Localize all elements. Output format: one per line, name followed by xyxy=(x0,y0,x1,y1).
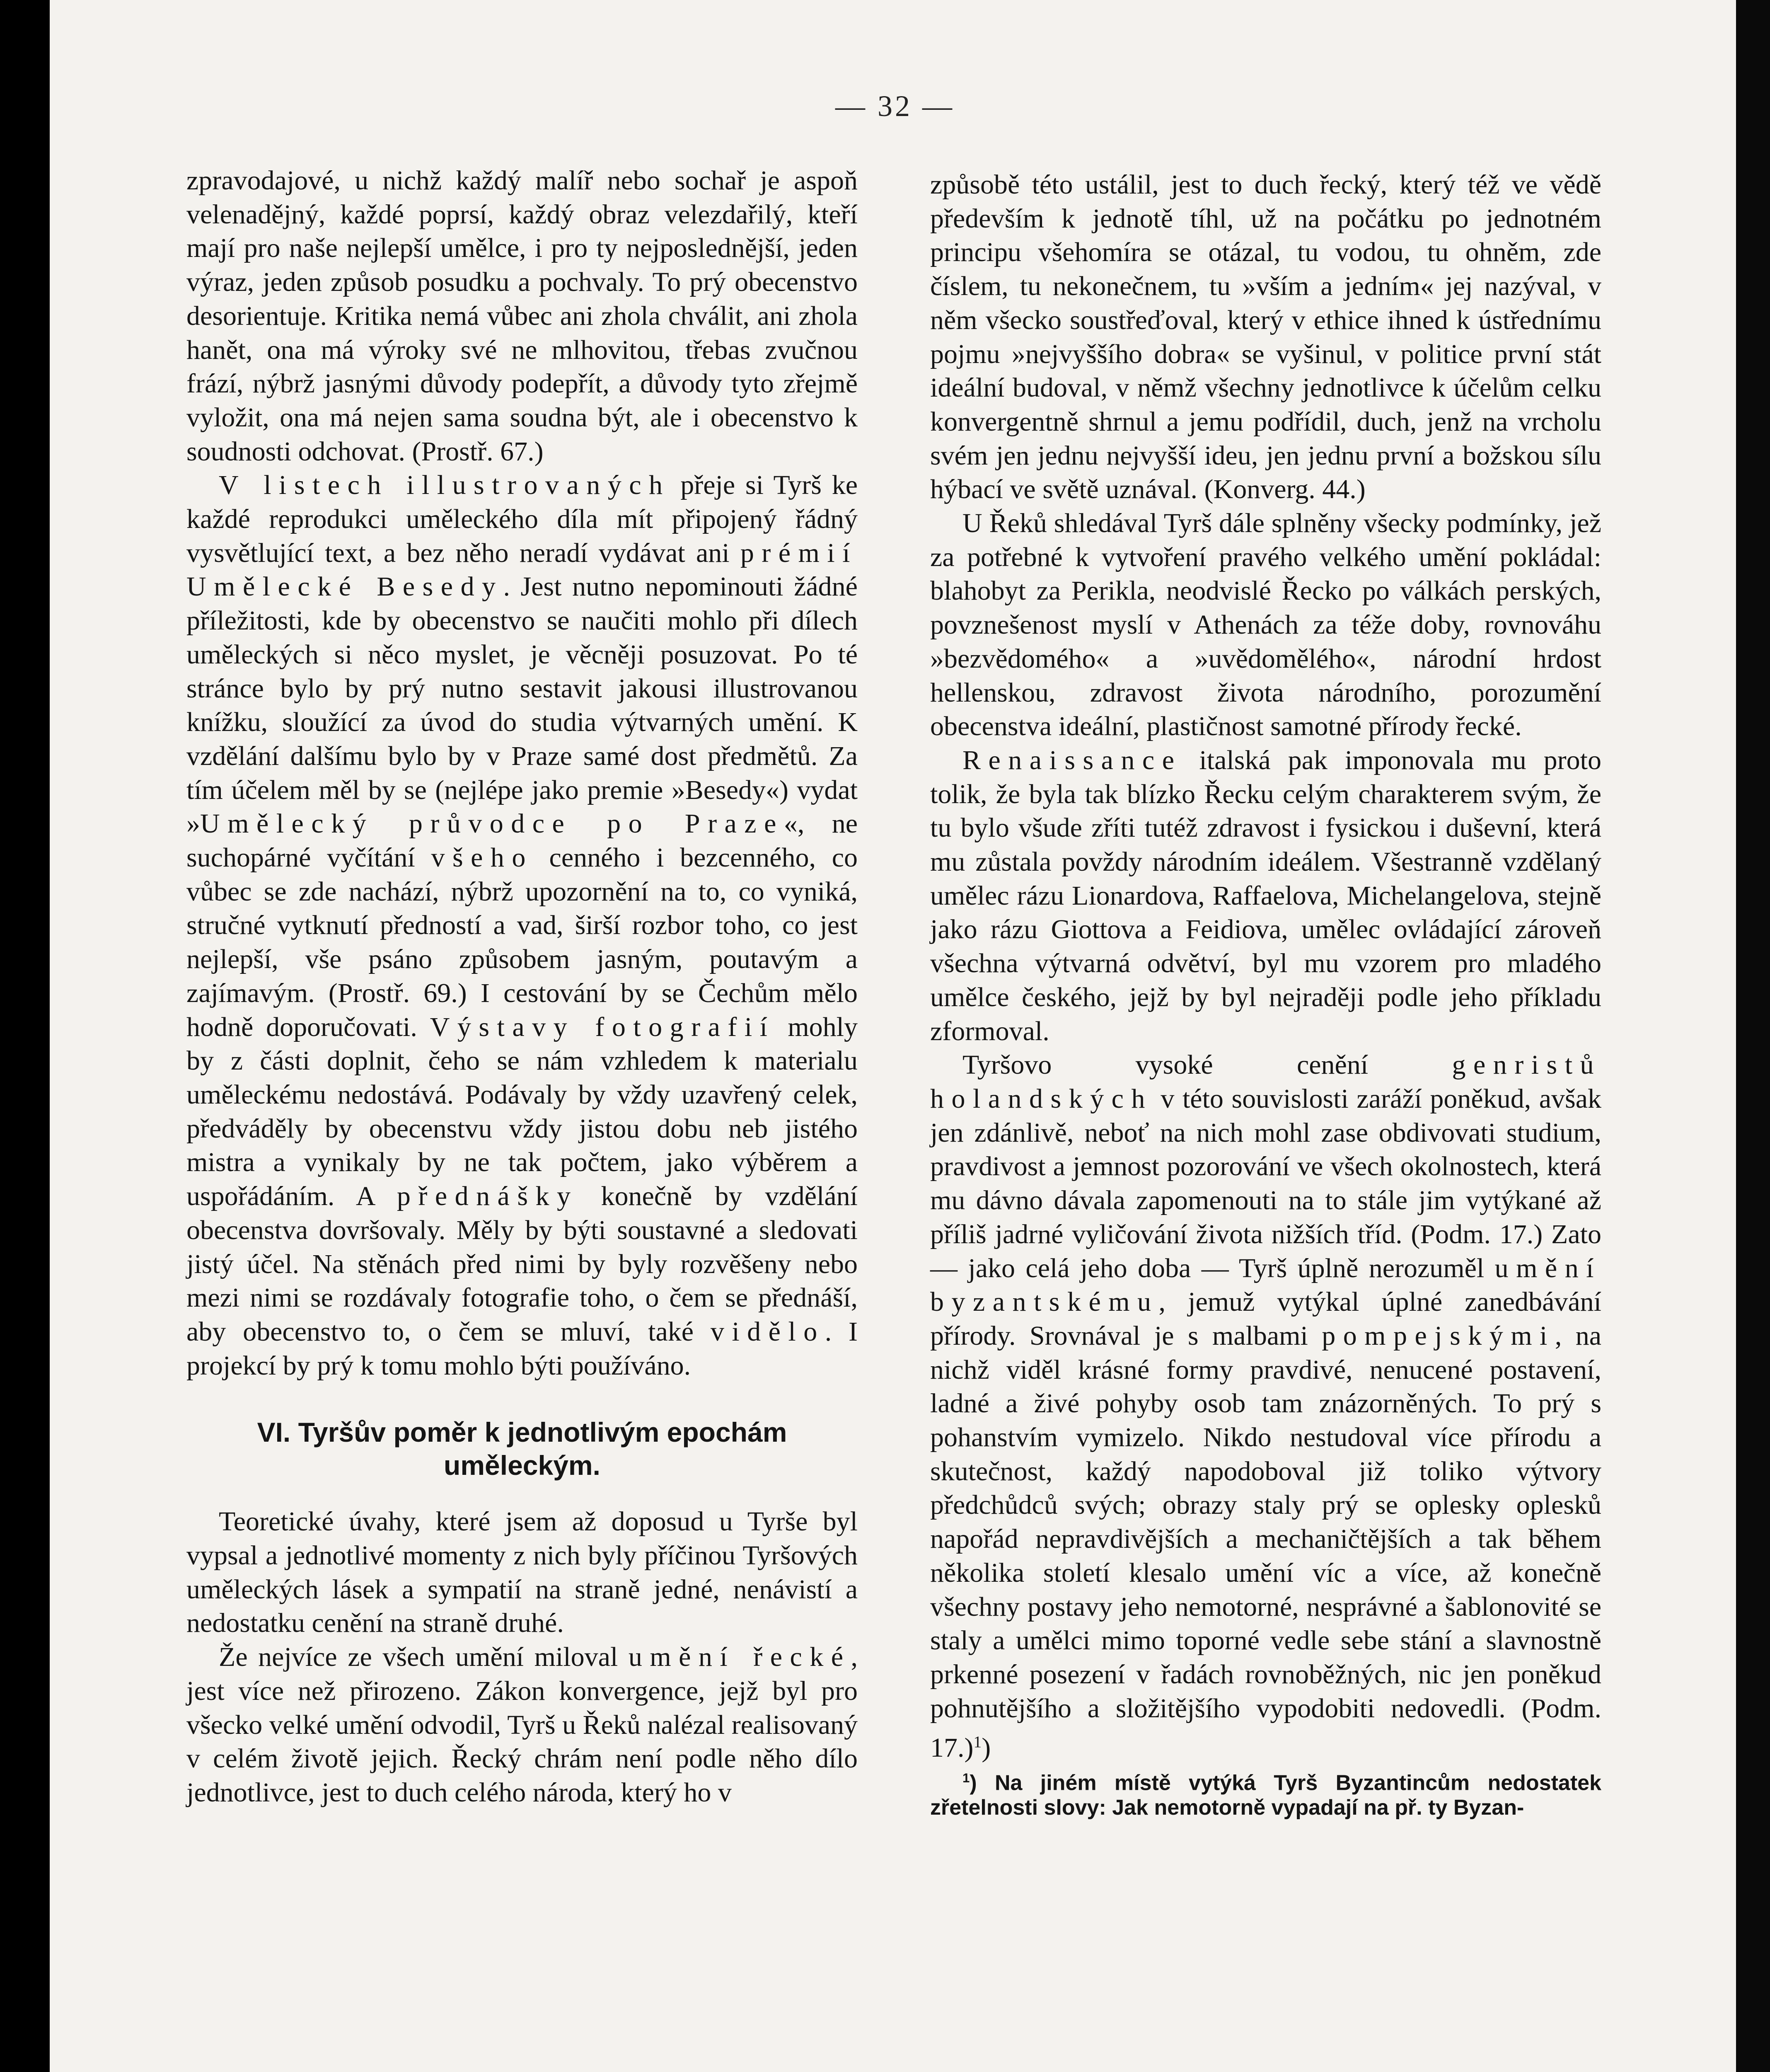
paragraph: způsobě této ustálil, jest to duch řecký, který též ve vědě především k jednotě tíhl, už na počátku po jednotném principu všehomíra se otázal, tu vodou, tu ohněm, zde číslem, tu nekonečnem, tu »vším a jedním« jej nazýval, v něm všecko soustřeďoval, který v ethice ihned k ústřednímu pojmu »nejvyššího dobra« se vyšinul, v politice první stát ideální budoval, v němž všechny jednotlivce k účelům celku konvergentně shrnul a jemu podřídil, duch, jenž na vrcholu svém jen jednu nejvyšší ideu, jen jednu první a božskou sílu hýbací ve světě uznával. (Konverg. 44.) xyxy=(930,169,1601,505)
emphasis: Výstavy fotografií xyxy=(430,1012,775,1042)
footnote-reference[interactable]: 1 xyxy=(973,1733,982,1751)
text-run: přeje si Tyrš ke každé reprodukci uměleckého díla mít připojený řádný vysvětlující text, a bez něho neradí vydávat ani xyxy=(186,470,858,568)
paragraph xyxy=(186,468,858,1382)
text-run: Tyršovo vysoké cenění xyxy=(962,1050,1452,1080)
footnote-mark: 1 xyxy=(962,1771,970,1786)
right-column xyxy=(930,168,1601,1820)
text-run: . Jest nutno nepominouti žádné příležitosti, kde by obecenstvo se naučiti mohlo při dílech uměleckých si něco myslet, je věcněji posuzovat. Po té stránce bylo by prý nutno sestavit jakousi illustrovanou knížku, sloužící za úvod do studia výtvarných umění. K vzdělání dalšímu bylo by v Praze samé dost předmětů. Za tím účelem měl by se (nejlépe jako premie »Besedy«) vydat » xyxy=(186,571,858,839)
left-column xyxy=(186,164,858,1810)
text-run: , jemuž vytýkal úplné zanedbávání přírody. Srovnával je s malbami xyxy=(930,1287,1601,1351)
scan-border xyxy=(1736,0,1770,2072)
paragraph: Tyršovo vysoké cenění genristů holandských v této souvislosti zaráží poněkud, avšak jen zdánlivě, neboť na nich mohl zase obdivovati studium, pravdivost a jemnost pozorování ve všech okolnostech, která mu dávno dávala zapomenouti na to stále jim vytýkané až příliš jadrné vyličování života nižších tříd. (Podm. 17.) Zato — jako celá jeho doba — Tyrš úplně nerozuměl umění byzantskému, jemuž vytýkal úplné zanedbávání přírody. Srovnával je s malbami pompejskými, na nichž viděl krásné formy pravdivé, nenucené postavení, ladné a živé pohyby osob tam znázorněných. To prý s pohanstvím vymizelo. Nikdo nestudoval více přírodu a skutečnost, každý napodoboval již toliko výtvory předchůdců svých; obrazy staly prý se oplesky oplesků napořád nepravdivějších a mechaničtějších a tak během několika století klesalo umění víc a více, až konečně všechny postavy jeho nemotorné, nesprávné a šablonovité se staly a umělci mimo toporné vedle sebe stání a slavnostně prkenné posezení v řadách rovnoběžných, nic jen poněkud pohnutějšího a složitějšího vypodobiti nedovedli. (Podm. 17.)$^1$) xyxy=(930,1050,1601,1763)
text-run: «, ne suchopárné vyčítání xyxy=(186,808,858,873)
emphasis: umění byzantskému xyxy=(930,1253,1601,1317)
emphasis: genristů holandských xyxy=(930,1050,1601,1114)
footnote: $^1$) Na jiném místě vytýká Tyrš Byzantincům nedostatek zřetelnosti slovy: Jak nemotorně vypadají na př. ty Byzan- xyxy=(930,1765,1601,1820)
emphasis: všeho xyxy=(431,842,533,873)
text-run: italská pak imponovala mu proto tolik, že byla tak blízko Řecku celým charakterem svým, že tu bylo všude zříti tutéž zdravost i fysickou i duševní, která mu zůstala povždy národním ideálem. Všestranně vzdělaný umělec rázu Lionardova, Raffaelova, Michelangelova, stejně jako rázu Giottova a Feidiova, umělec ovládající zároveň všechna výtvarná odvětví, byl mu vzorem pro mladého umělce českého, jejž by byl nejraději podle jeho příkladu zformoval. xyxy=(930,745,1601,1046)
emphasis: Umělecký průvodce po Praze xyxy=(200,808,784,839)
emphasis: prémií Umělecké Besedy xyxy=(186,537,858,602)
text-run: cenného i bezcenného, co vůbec se zde nachází, nýbrž upozornění na to, co vyniká, stručné vytknutí předností a vad, širší rozbor toho, co jest nejlepší, vše psáno způsobem jasným, poutavým a zajímavým. (Prostř. 69.) I cestování by se Čechům mělo hodně doporučovati. xyxy=(186,842,858,1042)
text-run: v této souvislosti zaráží poněkud, avšak jen zdánlivě, neboť na nich mohl zase obdivovati studium, pravdivost a jemnost pozorování ve všech okolnostech, která mu dávno dávala zapomenouti na to stále jim vytýkané až příliš jadrné vyličování života nižších tříd. (Podm. 17.) Zato — jako celá jeho doba — Tyrš úplně nerozuměl xyxy=(930,1083,1601,1283)
paragraph: Teoretické úvahy, které jsem až doposud u Tyrše byl vypsal a jednotlivé momenty z nich byly příčinou Tyršových uměleckých lásek a sympatií na straně jedné, nenávistí a nedostatku cenění na straně druhé. xyxy=(186,1506,858,1639)
emphasis: umění řecké xyxy=(628,1642,851,1673)
text-run: , na nichž viděl krásné formy pravdivé, nenucené postavení, ladné a živé pohyby osob tam znázorněných. To prý s pohanstvím vymizelo. Nikdo nestudoval více přírodu a skutečnost, každý napodoboval již toliko výtvory předchůdců svých; obrazy staly prý se oplesky oplesků napořád nepravdivějších a mechaničtějších a tak během několika století klesalo umění víc a více, až konečně všechny postavy jeho nemotorné, nesprávné a šablonovité se staly a umělci mimo toporné vedle sebe stání a slavnostně prkenné posezení v řadách rovnoběžných, nic jen poněkud pohnutějšího a složitějšího vypodobiti nedovedli. (Podm. 17.) xyxy=(930,1320,1601,1763)
text-run: mohly by z části doplnit, čeho se nám vzhledem k materialu uměleckému nedostává. Podávaly by vždy uzavřený celek, předváděly by obecenstvu vždy jistou dobu neb jistého mistra a vynikaly by ne tak počtem, jako výběrem a uspořádáním. A xyxy=(186,1012,858,1212)
section-heading: VI. Tyršův poměr k jednotlivým epochám uměleckým. xyxy=(257,1417,787,1481)
emphasis: vidělo xyxy=(710,1316,825,1347)
emphasis: pompejskými xyxy=(1322,1320,1555,1351)
paragraph xyxy=(186,1640,858,1810)
paragraph xyxy=(930,743,1601,1048)
paragraph: U Řeků shledával Tyrš dále splněny všecky podmínky, jež za potřebné k vytvoření pravého velkého umění pokládal: blahobyt za Perikla, neodvislé Řecko po válkách perských, povznešenost myslí v Athenách za téže doby, rovnováhu »bezvědomého« a »uvědomělého«, národní hrdost hellenskou, zdravost života národního, porozumění obecenstva ideální, plastičnost samotné přírody řecké. xyxy=(930,508,1601,742)
footnote-text: Na jiném místě vytýká Tyrš Byzantincům nedostatek zřetelnosti slovy: Jak nemotorně vypadají na př. ty Byzan- xyxy=(930,1771,1602,1820)
text-run: . I projekcí by prý k tomu mohlo býti používáno. xyxy=(186,1316,858,1381)
emphasis: Renaissance xyxy=(962,745,1182,775)
text-run: Že nejvíce ze všech umění miloval xyxy=(219,1642,629,1673)
emphasis: V listech illustrovaných xyxy=(219,470,670,501)
emphasis: přednášky xyxy=(397,1181,578,1212)
text-run: konečně by vzdělání obecenstva dovršovaly. Měly by býti soustavné a sledovati jistý účel. Na stěnách před nimi by byly rozvěšeny nebo mezi nimi se rozdávaly fotografie toho, o čem se přednáší, aby obecenstvo to, o čem se mluví, také xyxy=(186,1181,858,1347)
text-run: , jest více než přirozeno. Zákon konvergence, jejž byl pro všecko velké umění odvodil, Tyrš u Řeků nalézal realisovaný v celém životě jejich. Řecký chrám není podle něho dílo jednotlivce, jest to duch celého národa, který ho v xyxy=(186,1642,858,1808)
paragraph: zpravodajové, u nichž každý malíř nebo sochař je aspoň velenadějný, každé poprsí, každý obraz velezdařilý, kteří mají pro naše nejlepší umělce, i pro ty nejposlednější, jeden výraz, jeden způsob posudku a pochvaly. To prý obecenstvo desorientuje. Kritika nemá vůbec ani zhola chválit, ani zhola hanět, ona má výroky své ne mlhovitou, třebas zvučnou frází, nýbrž jasnými důvody podepřít, a důvody tyto zřejmě vyložit, ona má nejen sama soudna být, ale i obecenstvo k soudnosti odchovat. (Prostř. 67.) xyxy=(186,165,858,467)
page-number: — 32 — xyxy=(835,90,955,123)
